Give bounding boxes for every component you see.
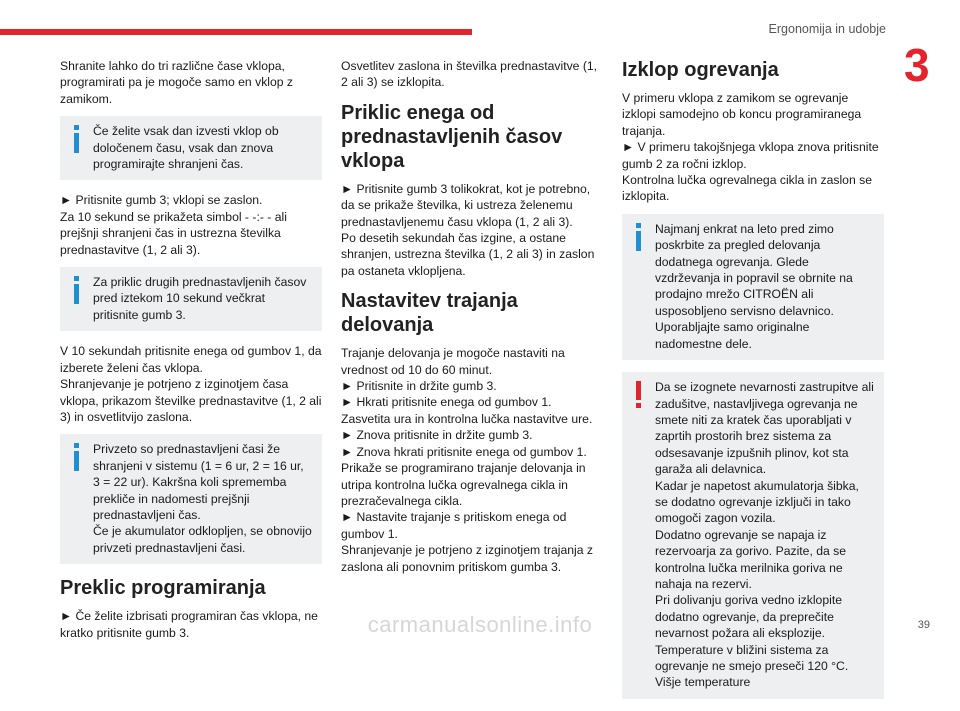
note-text: Za priklic drugih prednastavljenih časov pred iztekom 10 sekund večkrat pritisnite gumb 3. xyxy=(93,275,307,322)
page-number: 39 xyxy=(917,619,930,631)
heading-recall-preset: Priklic enega od prednastavljenih časov vklopa xyxy=(341,101,563,172)
info-icon xyxy=(69,442,84,472)
paragraph: Trajanje delovanja je mogoče nastaviti na vrednost od 10 do 60 minut. ► Pritisnite in držite gumb 3. ► Hkrati pritisnite enega od gumbov 1. Zasvetita ura in kontrolna lučka nastavitve ure. ► Znova pritisnite in držite gumb 3. ► Znova hkrati pritisnite enega od gumbov 1. Prikaže se programirano trajanje delovanja in utripa kontrolna lučka ogrevalnega cikla in prezračevalnega cikla. ► Nastavite trajanje s pritiskom enega od gumbov 1. Shranjevanje je potrjeno z izginotjem trajanja z zaslona ali ponovnim pritiskom gumba 3. xyxy=(341,346,594,574)
section-title: Ergonomija in udobje xyxy=(768,22,886,36)
column-1 xyxy=(60,58,322,650)
paragraph: ► Pritisnite gumb 3 tolikokrat, kot je potrebno, da se prikaže številka, ki ustreza želenemu prednastavljenemu času vklopa (1, 2 ali 3). Po desetih sekundah čas izgine, a ostane shranjen, ustrezna številka (1, 2 ali 3) in zaslon pa ostaneta vklopljena. xyxy=(341,181,595,278)
page-header xyxy=(0,0,960,40)
paragraph: ► Pritisnite gumb 3; vklopi se zaslon. Za 10 sekund se prikažeta simbol - -:- - ali prejšnji shranjeni čas in ustrezna številka prednastavitve (1, 2 ali 3). xyxy=(60,193,287,257)
paragraph: Osvetlitev zaslona in številka prednastavitve (1, 2 ali 3) se izklopita. xyxy=(341,59,598,90)
heading-cancel-programming: Preklic programiranja xyxy=(60,577,266,600)
header-accent-bar xyxy=(0,29,472,35)
info-note xyxy=(60,434,322,564)
paragraph: Shranite lahko do tri različne čase vklopa, programirati pa je mogoče samo en vklop z zamikom. xyxy=(60,59,294,106)
note-text: Da se izognete nevarnosti zastrupitve ali zadušitve, nastavljivega ogrevanja ne smete niti za kratek čas uporabljati v zaprtih prostorih brez sistema za odsesavanje izpušnih plinov, kot sta garaža ali delavnica. Kadar je napetost akumulatorja šibka, se dodatno ogrevanje izključi in tako omogoči zagon vozila. Dodatno ogrevanje se napaja iz rezervoarja za gorivo. Pazite, da se kontrolna lučka merilnika goriva ne nahaja na rezervi. Pri dolivanju goriva vedno izklopite dodatno ogrevanje, da preprečite nevarnost požara ali eksplozije. Temperature v bližini sistema za ogrevanje ne smejo preseči 120 °C. Višje temperature xyxy=(655,380,874,690)
warning-note xyxy=(622,372,884,699)
heading-heating-off: Izklop ogrevanja xyxy=(622,59,779,81)
info-note xyxy=(622,214,884,360)
paragraph: V 10 sekundah pritisnite enega od gumbov 1, da izberete želeni čas vklopa. Shranjevanje je potrjeno z izginotjem časa vklopa, prikazom številke prednastavitve (1, 2 ali 3) in osvetlitvijo zaslona. xyxy=(60,344,322,424)
info-icon xyxy=(69,275,84,305)
note-text: Če želite vsak dan izvesti vklop ob določenem času, vsak dan znova programirajte shranjeni čas. xyxy=(93,124,279,172)
note-text: Najmanj enkrat na leto pred zimo poskrbite za pregled delovanja dodatnega ogrevanja. Glede vzdrževanja in popravil se obrnite na prodajno mrežo CITROËN ali usposobljeno servisno delavnico. Uporabljajte samo originalne nadomestne dele. xyxy=(655,221,853,351)
heading-duration-setting: Nastavitev trajanja delovanja xyxy=(341,290,518,337)
info-note xyxy=(60,267,322,331)
note-text: Privzeto so prednastavljeni časi že shranjeni v sistemu (1 = 6 ur, 2 = 16 ur, 3 = 22 ur). Kakršna koli sprememba prekliče in nadomesti prejšnji prednastavljeni čas. Če je akumulator odklopljen, se obnovijo privzeti prednastavljeni časi. xyxy=(93,442,312,555)
column-2 xyxy=(341,58,603,584)
paragraph: ► Če želite izbrisati programiran čas vklopa, ne kratko pritisnite gumb 3. xyxy=(60,609,318,640)
warning-icon xyxy=(631,380,646,410)
info-icon xyxy=(631,222,646,252)
info-note xyxy=(60,116,322,180)
paragraph: V primeru vklopa z zamikom se ogrevanje izklopi samodejno ob koncu programiranega trajanja. ► V primeru takojšnjega vklopa znova pritisnite gumb 2 za ročni izklop. Kontrolna lučka ogrevalnega cikla in zaslon se izklopita. xyxy=(622,91,879,204)
watermark: carmanualsonline.info xyxy=(367,612,593,637)
info-icon xyxy=(69,124,84,154)
chapter-number: 3 xyxy=(904,39,930,91)
